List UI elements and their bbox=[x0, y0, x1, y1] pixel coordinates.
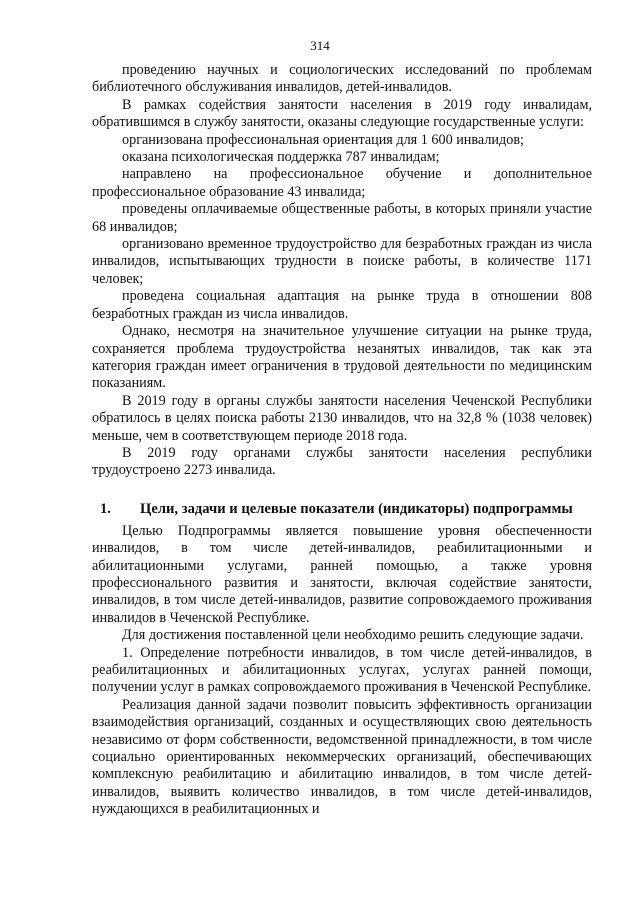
section-title: Цели, задачи и целевые показатели (индикаторы) подпрограммы bbox=[140, 500, 573, 517]
list-item: организовано временное трудоустройство для безработных граждан из числа инвалидов, испытывающих трудности в поиске работы, в количестве 1171 человек; bbox=[92, 236, 592, 287]
list-item: оказана психологическая поддержка 787 инвалидам; bbox=[122, 149, 440, 166]
page-number: 314 bbox=[310, 38, 330, 53]
paragraph: проведению научных и социологических исследований по проблемам библиотечного обслуживания инвалидов, детей-инвалидов. bbox=[92, 62, 592, 96]
paragraph: 1. Определение потребности инвалидов, в том числе детей-инвалидов, в реабилитационных и абилитационных услугах, услугах ранней помощи, получении услуг в рамках сопровождаемого проживания в Чеченской Республике. bbox=[92, 644, 592, 696]
paragraph: Целью Подпрограммы является повышение уровня обеспеченности инвалидов, в том числе детей-инвалидов, реабилитационными и абилитационными услугами, ранней помощью, а также уровня профессионального развития и занятости, включая содействие занятости, инвалидов, в том числе детей-инвалидов, развитие сопровождаемого проживания инвалидов в Чеченской Республике. bbox=[92, 522, 592, 626]
paragraph: Для достижения поставленной цели необходимо решить следующие задачи. bbox=[122, 627, 584, 644]
paragraph: В 2019 году в органы службы занятости населения Чеченской Республики обратилось в целях поиска работы 2130 инвалидов, что на 32,8 % (1038 человек) меньше, чем в соответствующем периоде 2018 года. bbox=[92, 392, 592, 444]
document-body bbox=[92, 62, 592, 819]
list-item: организована профессиональная ориентация для 1 600 инвалидов; bbox=[122, 131, 524, 148]
paragraph: В 2019 году органами службы занятости населения республики трудоустроено 2273 инвалида. bbox=[92, 444, 592, 479]
list-item: проведены оплачиваемые общественные работы, в которых приняли участие 68 инвалидов; bbox=[92, 201, 592, 235]
section-number: 1. bbox=[100, 500, 111, 517]
section-heading bbox=[92, 500, 592, 518]
list-item: проведена социальная адаптация на рынке труда в отношении 808 безработных граждан из числа инвалидов. bbox=[92, 288, 592, 322]
paragraph: В рамках содействия занятости населения в 2019 году инвалидам, обратившимся в службу занятости, оказаны следующие государственные услуги: bbox=[92, 96, 592, 131]
paragraph: Реализация данной задачи позволит повысить эффективность организации взаимодействия организаций, созданных и осуществляющих свою деятельность независимо от форм собственности, ведомственной принадлежности, в том числе социально ориентированных некоммерческих организаций, обеспечивающих комплексную реабилитацию и абилитацию инвалидов, в том числе детей-инвалидов, выявить количество инвалидов, в том числе детей-инвалидов, нуждающихся в реабилитационных и bbox=[92, 696, 592, 818]
paragraph: Однако, несмотря на значительное улучшение ситуации на рынке труда, сохраняется проблема трудоустройства незанятых инвалидов, так как эта категория граждан имеет ограничения в трудовой деятельности по медицинским показаниям. bbox=[92, 323, 592, 392]
list-item: направлено на профессиональное обучение и дополнительное профессиональное образование 43 инвалида; bbox=[92, 166, 592, 200]
